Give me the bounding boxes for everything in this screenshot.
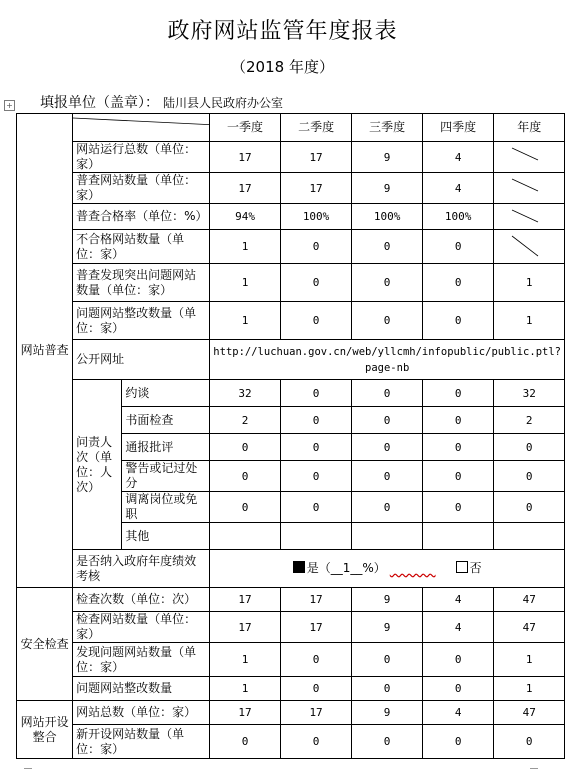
value-cell[interactable]: 47 [494, 612, 565, 643]
no-checkbox[interactable] [456, 561, 468, 573]
assessment-options [210, 550, 565, 588]
accountability-label: 问责人次（单位：人次） [73, 380, 122, 550]
value-cell[interactable]: 4 [422, 142, 494, 173]
row-label: 网站运行总数（单位：家） [73, 142, 210, 173]
value-cell[interactable]: 1 [210, 643, 280, 677]
report-subtitle: （2018 年度） [231, 58, 334, 76]
value-cell[interactable] [210, 523, 280, 550]
row-label: 普查合格率（单位：%） [73, 204, 210, 230]
value-cell[interactable]: 0 [422, 725, 494, 759]
table-row [17, 380, 565, 407]
value-cell[interactable]: 4 [422, 612, 494, 643]
value-cell[interactable]: 0 [280, 725, 352, 759]
row-label: 新开设网站数量（单位：家） [73, 725, 210, 759]
row-label: 普查发现突出问题网站数量（单位：家） [73, 264, 210, 302]
table-row [17, 302, 565, 340]
value-cell[interactable]: 0 [210, 492, 280, 523]
value-cell[interactable]: 9 [352, 612, 422, 643]
section-label: 网站开设整合 [17, 701, 73, 759]
value-cell[interactable]: 0 [422, 407, 494, 434]
table-row [17, 264, 565, 302]
value-cell[interactable]: 0 [210, 461, 280, 492]
table-row [17, 173, 565, 204]
value-cell[interactable]: 0 [422, 230, 494, 264]
value-cell[interactable] [494, 523, 565, 550]
value-cell[interactable]: 0 [280, 407, 352, 434]
table-row [17, 677, 565, 701]
row-label: 公开网址 [73, 340, 210, 380]
column-header: 二季度 [280, 114, 352, 142]
header-corner-cell [73, 114, 210, 142]
value-cell[interactable]: 17 [280, 142, 352, 173]
value-cell[interactable]: 100% [280, 204, 352, 230]
value-cell[interactable]: 0 [352, 407, 422, 434]
value-cell[interactable]: 0 [210, 725, 280, 759]
header-row [17, 114, 565, 142]
report-table [16, 113, 565, 759]
value-cell[interactable]: 17 [280, 173, 352, 204]
row-label: 检查次数（单位：次） [73, 588, 210, 612]
filler-value: 陆川县人民政府办公室 [163, 96, 284, 110]
value-cell[interactable]: 1 [494, 677, 565, 701]
value-cell[interactable]: 0 [280, 643, 352, 677]
public-url-cell[interactable]: http://luchuan.gov.cn/web/yllcmh/infopublic/public.ptl?page-nb [210, 340, 565, 380]
value-cell[interactable]: 0 [422, 264, 494, 302]
value-cell[interactable]: 9 [352, 588, 422, 612]
value-cell[interactable]: 17 [210, 612, 280, 643]
value-cell[interactable]: 1 [210, 677, 280, 701]
value-cell[interactable]: 0 [422, 461, 494, 492]
value-cell[interactable]: 0 [422, 643, 494, 677]
value-cell[interactable]: 0 [352, 492, 422, 523]
value-cell[interactable]: 100% [352, 204, 422, 230]
filler-label: 填报单位（盖章）： [40, 95, 159, 111]
value-cell[interactable]: 1 [494, 264, 565, 302]
value-cell[interactable]: 17 [280, 588, 352, 612]
value-cell[interactable]: 0 [422, 380, 494, 407]
value-cell[interactable]: 47 [494, 701, 565, 725]
row-label: 是否纳入政府年度绩效考核 [73, 550, 210, 588]
value-cell[interactable]: 0 [352, 264, 422, 302]
value-cell[interactable]: 0 [494, 725, 565, 759]
value-cell[interactable]: 17 [210, 701, 280, 725]
value-cell[interactable]: 0 [280, 492, 352, 523]
value-cell[interactable]: 0 [280, 264, 352, 302]
no-label: 否 [469, 561, 482, 575]
table-row [17, 643, 565, 677]
row-label: 检查网站数量（单位：家） [73, 612, 210, 643]
value-cell[interactable]: 9 [352, 701, 422, 725]
table-row [17, 612, 565, 643]
row-label: 普查网站数量（单位：家） [73, 173, 210, 204]
value-cell[interactable]: 1 [494, 643, 565, 677]
row-label: 不合格网站数量（单位：家） [73, 230, 210, 264]
empty-annual-cell[interactable] [494, 230, 565, 264]
table-move-handle-icon[interactable]: + [4, 100, 15, 111]
page-corner-mark [530, 768, 538, 775]
value-cell[interactable]: 32 [210, 380, 280, 407]
page-corner-mark [24, 768, 32, 775]
value-cell[interactable]: 100% [422, 204, 494, 230]
row-label: 通报批评 [122, 434, 210, 461]
value-cell[interactable]: 0 [422, 677, 494, 701]
value-cell[interactable]: 4 [422, 701, 494, 725]
row-label: 其他 [122, 523, 210, 550]
value-cell[interactable]: 1 [210, 302, 280, 340]
empty-annual-cell[interactable] [494, 204, 565, 230]
empty-annual-cell[interactable] [494, 173, 565, 204]
value-cell[interactable]: 1 [494, 302, 565, 340]
filler-line [40, 92, 283, 112]
value-cell[interactable]: 17 [210, 142, 280, 173]
column-header: 年度 [494, 114, 565, 142]
value-cell[interactable]: 0 [352, 677, 422, 701]
value-cell[interactable]: 9 [352, 142, 422, 173]
value-cell[interactable]: 0 [352, 434, 422, 461]
value-cell[interactable]: 0 [352, 380, 422, 407]
value-cell[interactable]: 17 [280, 701, 352, 725]
value-cell[interactable]: 0 [352, 461, 422, 492]
value-cell[interactable]: 0 [494, 434, 565, 461]
value-cell[interactable]: 0 [494, 492, 565, 523]
row-label: 发现问题网站数量（单位：家） [73, 643, 210, 677]
value-cell[interactable]: 32 [494, 380, 565, 407]
value-cell[interactable]: 4 [422, 173, 494, 204]
row-label: 约谈 [122, 380, 210, 407]
value-cell[interactable]: 17 [210, 173, 280, 204]
value-cell[interactable]: 0 [280, 380, 352, 407]
table-row [17, 230, 565, 264]
value-cell[interactable]: 1 [210, 230, 280, 264]
value-cell[interactable]: 0 [422, 434, 494, 461]
row-label: 网站总数（单位：家） [73, 701, 210, 725]
value-cell[interactable]: 4 [422, 588, 494, 612]
section-label: 网站普查 [17, 114, 73, 588]
value-cell[interactable]: 0 [280, 302, 352, 340]
row-label: 调离岗位或免职 [122, 492, 210, 523]
yes-checkbox[interactable] [293, 561, 305, 573]
value-cell[interactable]: 17 [210, 588, 280, 612]
value-cell[interactable]: 0 [280, 461, 352, 492]
assessment-percent: __1__% [330, 561, 374, 575]
table-row [17, 204, 565, 230]
value-cell[interactable]: 47 [494, 588, 565, 612]
value-cell[interactable]: 9 [352, 173, 422, 204]
value-cell[interactable] [352, 523, 422, 550]
value-cell[interactable]: 0 [280, 230, 352, 264]
value-cell[interactable]: 0 [352, 643, 422, 677]
table-row [17, 340, 565, 380]
report-title: 政府网站监管年度报表 [167, 19, 398, 44]
section-label: 安全检查 [17, 588, 73, 701]
value-cell[interactable] [422, 523, 494, 550]
value-cell[interactable]: 0 [352, 302, 422, 340]
table-row [17, 142, 565, 173]
column-header: 四季度 [422, 114, 494, 142]
table-row [17, 701, 565, 725]
column-header: 三季度 [352, 114, 422, 142]
value-cell[interactable]: 0 [422, 302, 494, 340]
row-label: 问题网站整改数量 [73, 677, 210, 701]
value-cell[interactable]: 94% [210, 204, 280, 230]
row-label: 警告或记过处分 [122, 461, 210, 492]
spellcheck-squiggle [390, 561, 436, 575]
column-header: 一季度 [210, 114, 280, 142]
row-label: 问题网站整改数量（单位：家） [73, 302, 210, 340]
value-cell[interactable]: 0 [352, 230, 422, 264]
value-cell[interactable]: 0 [494, 461, 565, 492]
yes-label: 是（ [306, 561, 331, 575]
table-row [17, 550, 565, 588]
value-cell[interactable] [280, 523, 352, 550]
value-cell[interactable]: 0 [280, 434, 352, 461]
value-cell[interactable]: 0 [280, 677, 352, 701]
value-cell[interactable]: 1 [210, 264, 280, 302]
yes-close: ） [373, 561, 386, 575]
value-cell[interactable]: 0 [422, 492, 494, 523]
value-cell[interactable]: 2 [494, 407, 565, 434]
table-row [17, 588, 565, 612]
value-cell[interactable]: 2 [210, 407, 280, 434]
value-cell[interactable]: 17 [280, 612, 352, 643]
value-cell[interactable]: 0 [352, 725, 422, 759]
table-row [17, 725, 565, 759]
empty-annual-cell[interactable] [494, 142, 565, 173]
row-label: 书面检查 [122, 407, 210, 434]
value-cell[interactable]: 0 [210, 434, 280, 461]
